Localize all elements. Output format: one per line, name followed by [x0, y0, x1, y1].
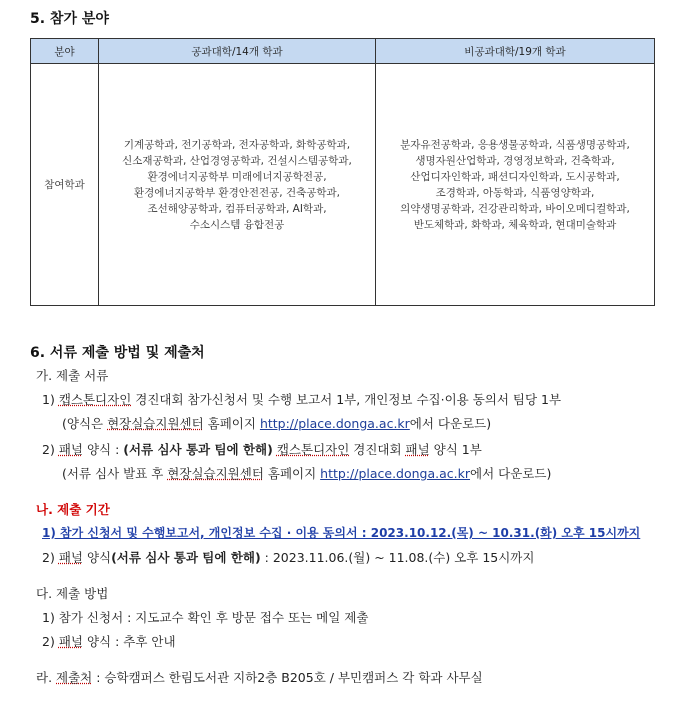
subsection-na-title: 나. 제출 기간 [36, 502, 110, 517]
ga-item-1-note: (양식은 현장실습지원센터 홈페이지 http://place.donga.ac.kr에서 다운로드) [62, 416, 492, 431]
ga-item-1: 1) 캡스톤디자인 경진대회 참가신청서 및 수행 보고서 1부, 개인정보 수집·이용 동의서 팀당 1부 [42, 392, 562, 407]
ga-item-2: 2) 패널 양식 : (서류 심사 통과 팀에 한해) 캡스톤디자인 경진대회 패널 양식 1부 [42, 442, 482, 457]
header-engineering: 공과대학/14개 학과 [99, 39, 376, 64]
engineering-depts: 기계공학과, 전기공학과, 전자공학과, 화학공학과, 신소재공학과, 산업경영공학과, 건설시스템공학과, 환경에너지공학부 미래에너지공학전공, 환경에너지공학부 환경안전전공, 건축공학과, 조선해양공학과, 컴퓨터공학과, AI학과, 수소시스템 융합전공 [99, 64, 376, 306]
header-non-engineering: 비공과대학/19개 학과 [376, 39, 655, 64]
homepage-link-2[interactable]: http://place.donga.ac.kr [320, 466, 471, 481]
da-item-1: 1) 참가 신청서 : 지도교수 확인 후 방문 접수 또는 메일 제출 [42, 610, 369, 625]
homepage-link[interactable]: http://place.donga.ac.kr [259, 416, 410, 431]
section-5-heading: 5. 참가 분야 [30, 11, 109, 27]
subsection-ra: 라. 제출처 : 승학캠퍼스 한림도서관 지하2층 B205호 / 부민캠퍼스 각 학과 사무실 [36, 670, 483, 685]
da-item-2: 2) 패널 양식 : 추후 안내 [42, 634, 176, 649]
na-item-2: 2) 패널 양식(서류 심사 통과 팀에 한해) : 2023.11.06.(월) ~ 11.08.(수) 오후 15시까지 [42, 550, 535, 565]
section-6-heading: 6. 서류 제출 방법 및 제출처 [30, 345, 205, 361]
ga-item-2-note: (서류 심사 발표 후 현장실습지원센터 홈페이지 http://place.donga.ac.kr에서 다운로드) [62, 466, 552, 481]
subsection-da-title: 다. 제출 방법 [36, 586, 109, 601]
participation-table [30, 38, 655, 306]
header-field: 분야 [31, 39, 99, 64]
non-engineering-depts: 분자유전공학과, 응용생물공학과, 식품생명공학과, 생명자원산업학과, 경영정보학과, 건축학과, 산업디자인학과, 패션디자인학과, 도시공학과, 조경학과, 아동학과, 식품영양학과, 의약생명공학과, 건강관리학과, 바이오메디컬학과, 반도체학과, 화학과, 체육학과, 현대미술학과 [376, 64, 655, 306]
row-label: 참여학과 [31, 64, 99, 306]
subsection-ga-title: 가. 제출 서류 [36, 368, 109, 383]
na-item-1: 1) 참가 신청서 및 수행보고서, 개인정보 수집 · 이용 동의서 : 2023.10.12.(목) ~ 10.31.(화) 오후 15시까지 [42, 526, 641, 540]
table-row [31, 64, 655, 306]
table-header-row [31, 39, 655, 64]
